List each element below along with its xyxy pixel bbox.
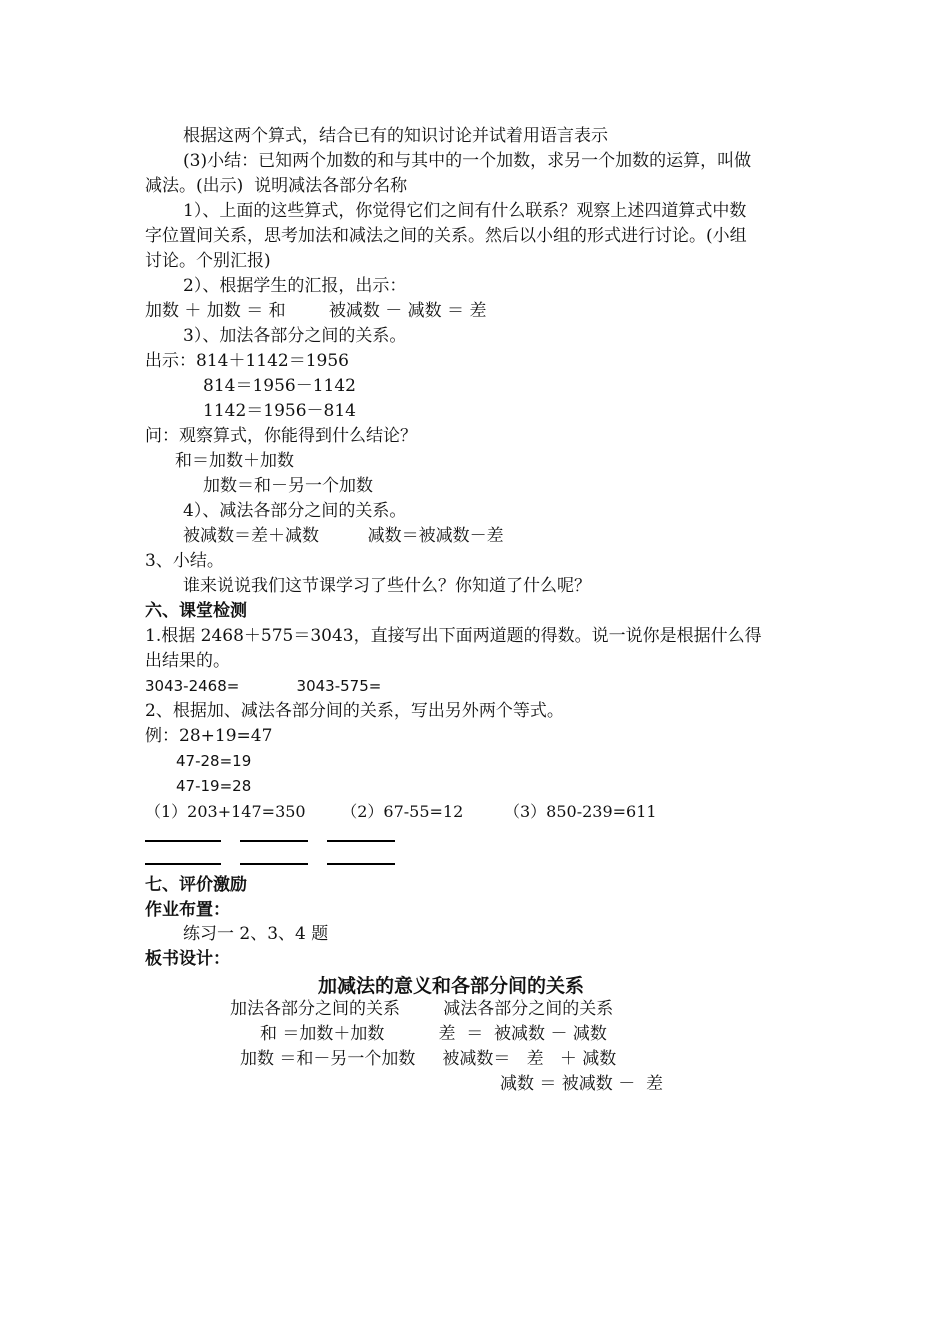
text-line: 4）、减法各部分之间的关系。: [183, 501, 407, 521]
section-heading: 板书设计：: [145, 949, 230, 969]
text-line: 3043-2468= 3043-575=: [145, 677, 382, 695]
board-title: 加减法的意义和各部分间的关系: [318, 975, 585, 997]
board-row: 加数 ＝和－另一个加数 被减数＝ 差 ＋ 减数: [240, 1049, 617, 1069]
text-line: 加数＝和－另一个加数: [203, 476, 373, 496]
text-line: 47-19=28: [176, 777, 252, 795]
text-line: 字位置间关系，思考加法和减法之间的关系。然后以小组的形式进行讨论。(小组: [145, 226, 747, 246]
section-heading: 七、评价激励: [145, 875, 247, 895]
text-line: 练习一 2、3、4 题: [183, 924, 329, 944]
text-line: 减法。(出示) 说明减法各部分名称: [145, 176, 408, 196]
text-line: 例：28+19=47: [145, 726, 273, 746]
text-line: 2）、根据学生的汇报，出示：: [183, 276, 407, 296]
text-line: 2、根据加、减法各部分间的关系，写出另外两个等式。: [145, 701, 564, 721]
text-line: 3、小结。: [145, 551, 224, 571]
text-line: 问：观察算式，你能得到什么结论？: [145, 426, 417, 446]
text-line: （1）203+147=350 （2）67-55=12 （3）850-239=611: [145, 802, 657, 821]
section-heading: 六、课堂检测: [145, 601, 247, 621]
answer-blank: [145, 863, 221, 865]
board-row: 和 ＝加数＋加数 差 ＝ 被减数 － 减数: [260, 1024, 607, 1044]
text-line: 出结果的。: [145, 651, 230, 671]
board-row: 加法各部分之间的关系 减法各部分之间的关系: [230, 999, 614, 1019]
text-line: 1）、上面的这些算式，你觉得它们之间有什么联系？观察上述四道算式中数: [183, 201, 747, 221]
answer-blank: [327, 863, 395, 865]
text-line: 1142＝1956－814: [203, 401, 356, 421]
text-line: 被减数＝差＋减数 减数＝被减数－差: [183, 526, 504, 546]
text-line: 出示：814＋1142＝1956: [145, 351, 349, 371]
text-line: 谁来说说我们这节课学习了些什么？你知道了什么呢？: [183, 576, 591, 596]
text-line: 根据这两个算式，结合已有的知识讨论并试着用语言表示: [183, 126, 608, 146]
text-line: 3）、加法各部分之间的关系。: [183, 326, 407, 346]
text-line: 加数 ＋ 加数 ＝ 和 被减数 － 减数 ＝ 差: [145, 301, 487, 321]
answer-blank: [327, 840, 395, 842]
answer-blank: [145, 840, 221, 842]
text-line: (3)小结：已知两个加数的和与其中的一个加数，求另一个加数的运算，叫做: [183, 151, 752, 171]
section-heading: 作业布置：: [145, 900, 230, 920]
answer-blank: [240, 840, 308, 842]
text-line: 和＝加数＋加数: [175, 451, 294, 471]
board-row: 减数 ＝ 被减数 － 差: [500, 1074, 664, 1094]
text-line: 1.根据 2468＋575＝3043，直接写出下面两道题的得数。说一说你是根据什么得: [145, 626, 762, 646]
text-line: 讨论。个别汇报): [145, 251, 271, 271]
text-line: 814＝1956－1142: [203, 376, 356, 396]
answer-blank: [240, 863, 308, 865]
text-line: 47-28=19: [176, 752, 252, 770]
